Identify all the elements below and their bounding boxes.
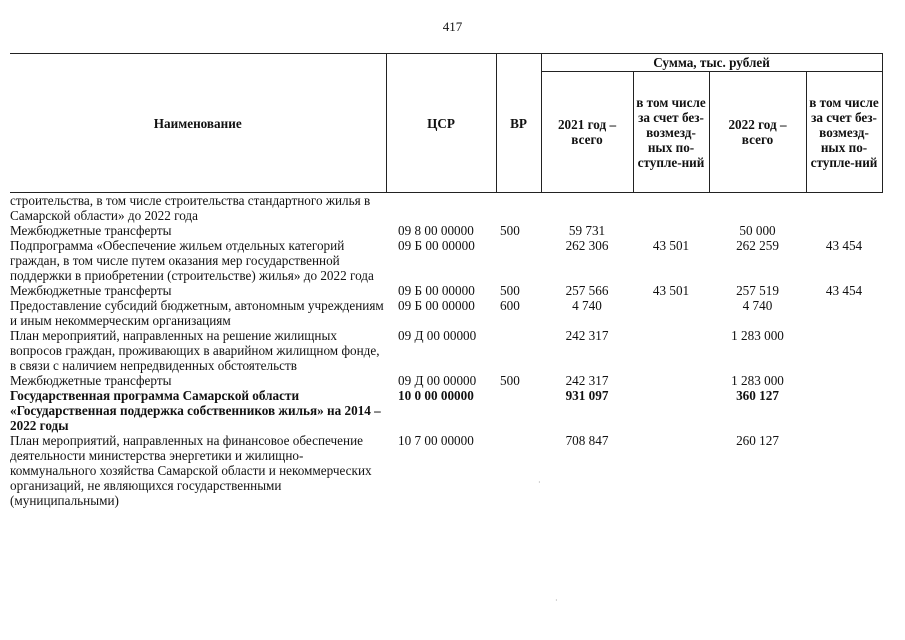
row-2022-gratuitous: 43 454 [825,283,863,298]
row-vr: 600 [500,298,520,313]
row-vr: 500 [500,283,520,298]
row-vr: 500 [500,373,520,388]
row-2021-gratuitous [633,298,709,328]
row-2022-gratuitous [806,223,882,238]
scan-mark: · [538,478,541,487]
header-2022-total: 2022 год – всего [709,72,806,193]
row-name: строительства, в том числе строительства стандартного жилья в Самарской области» до 2022 года [10,193,371,223]
row-vr [496,433,541,508]
row-2021-gratuitous [633,223,709,238]
row-2021-total: 257 566 [565,283,609,298]
row-csr: 10 0 00 00000 [398,388,474,403]
row-2021-total: 931 097 [565,388,609,403]
row-2022-gratuitous [806,373,882,388]
page-number: 417 [442,19,463,34]
row-name: Государственная программа Самарской области «Государственная поддержка собственников жилья» на 2014 – 2022 годы [10,388,381,433]
row-vr [496,328,541,373]
table-row [10,193,882,224]
table-row [10,223,882,238]
header-2021-total: 2021 год – всего [541,72,633,193]
row-csr: 09 Б 00 00000 [398,238,475,253]
table-row [10,373,882,388]
row-2021-gratuitous [633,388,709,433]
row-2021-total: 242 317 [565,328,609,343]
row-2022-total [709,193,806,224]
header-2021-gratuitous: в том числе за счет без-возмезд-ных по-ступле-ний [633,72,709,193]
table-row [10,328,882,373]
row-name: Межбюджетные трансферты [10,283,172,298]
row-2021-total [541,193,633,224]
row-name: Предоставление субсидий бюджетным, автономным учреждениям и иным некоммерческим организациям [10,298,384,328]
row-name: План мероприятий, направленных на финансовое обеспечение деятельности министерства энергетики и жилищно-коммунального хозяйства Самарской области и некоммерческих организаций, не являющихся государственными (муниципальными) [10,433,372,508]
row-name: Межбюджетные трансферты [10,373,172,388]
row-2022-gratuitous [806,388,882,433]
table-header [10,54,882,193]
row-csr: 10 7 00 00000 [398,433,474,448]
header-vr: ВР [496,54,541,193]
row-csr: 09 Д 00 00000 [398,328,477,343]
table-row [10,298,882,328]
row-csr: 09 Д 00 00000 [398,373,477,388]
row-csr: 09 8 00 00000 [398,223,474,238]
table-body [10,193,882,509]
row-2022-gratuitous [806,298,882,328]
row-name: Подпрограмма «Обеспечение жильем отдельных категорий граждан, в том числе путем оказания мер государственной поддержки в приобретении (строительстве) жилья» до 2022 года [10,238,374,283]
row-vr [496,388,541,433]
row-2022-gratuitous [806,328,882,373]
header-csr: ЦСР [386,54,496,193]
row-2021-gratuitous [633,193,709,224]
row-2022-total: 260 127 [736,433,779,448]
row-csr: 09 Б 00 00000 [398,298,475,313]
row-2022-gratuitous: 43 454 [825,238,863,253]
row-name: План мероприятий, направленных на решение жилищных вопросов граждан, проживающих в аварийном жилищном фонде, в связи с наличием непредвиденных обстоятельств [10,328,380,373]
header-2022-gratuitous: в том числе за счет без-возмезд-ных по-ступле-ний [806,72,882,193]
table-row [10,283,882,298]
row-csr: 09 Б 00 00000 [398,283,475,298]
row-2021-gratuitous [633,433,709,508]
row-2022-total: 4 740 [742,298,773,313]
row-2021-gratuitous: 43 501 [652,283,690,298]
row-2021-gratuitous: 43 501 [652,238,690,253]
header-sum-group: Сумма, тыс. рублей [541,54,882,72]
row-2022-total: 360 127 [736,388,779,403]
row-2021-total: 59 731 [568,223,606,238]
row-2022-gratuitous [806,433,882,508]
table-row [10,388,882,433]
row-2022-total: 257 519 [736,283,779,298]
row-vr: 500 [500,223,520,238]
scan-mark: · [555,596,558,605]
row-2022-total: 50 000 [739,223,776,238]
header-name: Наименование [10,54,386,193]
row-2022-total: 1 283 000 [731,328,784,343]
table-row [10,433,882,508]
row-2021-total: 242 317 [565,373,609,388]
row-2022-gratuitous [806,193,882,224]
row-2022-total: 262 259 [736,238,779,253]
table-row [10,238,882,283]
budget-table [10,53,883,508]
row-2021-total: 262 306 [565,238,609,253]
row-2022-total: 1 283 000 [731,373,784,388]
row-name: Межбюджетные трансферты [10,223,172,238]
row-2021-total: 4 740 [572,298,602,313]
row-vr [496,238,541,283]
row-vr [496,193,541,224]
row-2021-gratuitous [633,328,709,373]
row-2021-gratuitous [633,373,709,388]
row-csr [386,193,496,224]
row-2021-total: 708 847 [565,433,609,448]
